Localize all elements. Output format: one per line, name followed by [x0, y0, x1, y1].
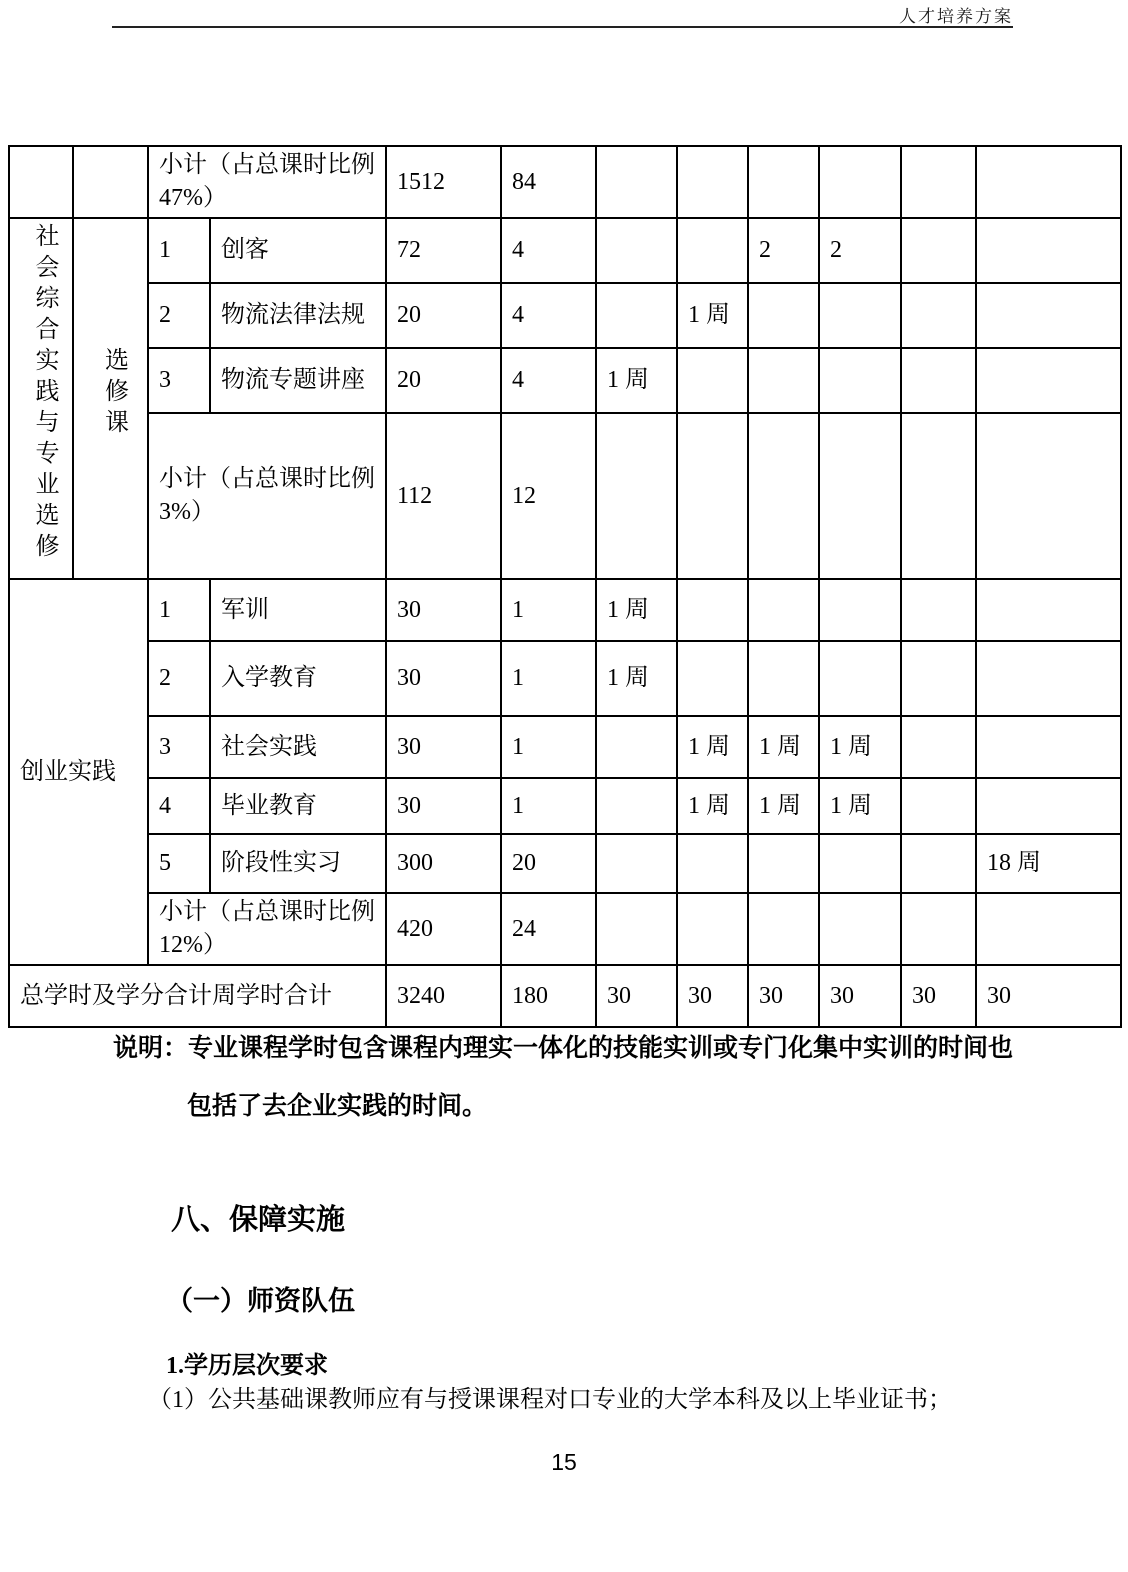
sem-cell	[976, 778, 1121, 834]
table-row	[9, 283, 1121, 348]
sem-cell	[748, 641, 819, 716]
sem-cell: 30	[901, 965, 976, 1027]
sem-cell	[976, 283, 1121, 348]
sem-cell	[677, 146, 748, 218]
sem-cell	[819, 834, 901, 893]
sem-cell	[901, 218, 976, 283]
subsection-heading: （一）师资队伍	[166, 1286, 355, 1316]
course-hours: 30	[386, 778, 501, 834]
sem-cell	[901, 778, 976, 834]
subtotal-credits: 12	[501, 413, 596, 579]
course-name: 物流专题讲座	[210, 348, 386, 413]
course-name: 入学教育	[210, 641, 386, 716]
category-label: 社会综合实践与专业选修	[31, 223, 57, 564]
sem-cell	[748, 579, 819, 641]
sem-cell	[901, 834, 976, 893]
sem-cell	[819, 893, 901, 965]
sem-cell	[819, 283, 901, 348]
course-no: 3	[148, 716, 210, 778]
sem-cell	[748, 893, 819, 965]
course-hours: 30	[386, 641, 501, 716]
subsubsection-heading: 1.学历层次要求	[166, 1353, 328, 1379]
course-no: 2	[148, 641, 210, 716]
course-credits: 1	[501, 716, 596, 778]
course-no: 1	[148, 218, 210, 283]
table-row	[9, 834, 1121, 893]
sem-cell	[901, 716, 976, 778]
sem-cell	[901, 348, 976, 413]
course-hours: 20	[386, 348, 501, 413]
course-credits: 4	[501, 218, 596, 283]
sem-cell	[677, 893, 748, 965]
course-credits: 1	[501, 641, 596, 716]
sem-cell: 1 周	[596, 579, 677, 641]
subtotal-label: 小计（占总课时比例 3%）	[148, 413, 386, 579]
header-rule	[112, 26, 1013, 28]
empty-cell	[73, 146, 148, 218]
sem-cell	[596, 893, 677, 965]
sem-cell: 2	[819, 218, 901, 283]
sem-cell: 30	[976, 965, 1121, 1027]
subtotal-label: 小计（占总课时比例 47%）	[148, 146, 386, 218]
sem-cell	[976, 716, 1121, 778]
sem-cell	[901, 283, 976, 348]
header-title: 人才培养方案	[899, 7, 1013, 26]
sem-cell	[901, 413, 976, 579]
subtotal-hours: 420	[386, 893, 501, 965]
sem-cell	[677, 413, 748, 579]
course-no: 5	[148, 834, 210, 893]
sem-cell: 1 周	[596, 641, 677, 716]
course-name: 毕业教育	[210, 778, 386, 834]
note-line-1: 说明：专业课程学时包含课程内理实一体化的技能实训或专门化集中实训的时间也	[113, 1034, 1014, 1062]
subcategory-label: 选修课	[100, 347, 127, 440]
course-name: 阶段性实习	[210, 834, 386, 893]
sem-cell	[976, 146, 1121, 218]
sem-cell	[596, 834, 677, 893]
sem-cell	[748, 283, 819, 348]
subtotal-hours: 112	[386, 413, 501, 579]
table-row	[9, 413, 1121, 579]
table-row	[9, 579, 1121, 641]
table-row	[9, 641, 1121, 716]
sem-cell: 2	[748, 218, 819, 283]
sem-cell: 1 周	[677, 283, 748, 348]
sem-cell	[819, 348, 901, 413]
course-hours: 30	[386, 716, 501, 778]
sem-cell: 30	[677, 965, 748, 1027]
course-credits: 1	[501, 778, 596, 834]
sem-cell	[901, 146, 976, 218]
sem-cell	[819, 413, 901, 579]
sem-cell	[976, 641, 1121, 716]
total-hours: 3240	[386, 965, 501, 1027]
sem-cell: 30	[748, 965, 819, 1027]
course-credits: 4	[501, 283, 596, 348]
sem-cell: 1 周	[677, 778, 748, 834]
course-no: 4	[148, 778, 210, 834]
course-name: 社会实践	[210, 716, 386, 778]
sem-cell	[596, 716, 677, 778]
course-no: 2	[148, 283, 210, 348]
course-hours: 300	[386, 834, 501, 893]
course-credits: 4	[501, 348, 596, 413]
category-cell	[9, 218, 73, 579]
empty-cell	[9, 146, 73, 218]
subcategory-cell	[73, 218, 148, 579]
curriculum-table	[8, 145, 1122, 1028]
sem-cell	[748, 146, 819, 218]
sem-cell: 1 周	[677, 716, 748, 778]
category-cell: 创业实践	[9, 579, 148, 965]
course-name: 创客	[210, 218, 386, 283]
table-row	[9, 218, 1121, 283]
course-credits: 20	[501, 834, 596, 893]
sem-cell: 1 周	[819, 778, 901, 834]
sem-cell	[677, 834, 748, 893]
total-label: 总学时及学分合计周学时合计	[9, 965, 386, 1027]
sem-cell	[819, 146, 901, 218]
sem-cell	[976, 893, 1121, 965]
sem-cell	[976, 413, 1121, 579]
sem-cell	[901, 641, 976, 716]
sem-cell	[677, 641, 748, 716]
table-row	[9, 778, 1121, 834]
sem-cell	[976, 348, 1121, 413]
sem-cell	[677, 218, 748, 283]
course-name: 军训	[210, 579, 386, 641]
sem-cell: 18 周	[976, 834, 1121, 893]
table-row	[9, 348, 1121, 413]
sem-cell	[748, 413, 819, 579]
table-row	[9, 893, 1121, 965]
course-name: 物流法律法规	[210, 283, 386, 348]
course-hours: 30	[386, 579, 501, 641]
sem-cell	[748, 834, 819, 893]
sem-cell	[748, 348, 819, 413]
course-hours: 20	[386, 283, 501, 348]
table-row	[9, 146, 1121, 218]
note-line-2: 包括了去企业实践的时间。	[187, 1092, 488, 1120]
sem-cell: 1 周	[748, 778, 819, 834]
subtotal-credits: 24	[501, 893, 596, 965]
sem-cell	[677, 348, 748, 413]
sem-cell	[596, 413, 677, 579]
sem-cell	[596, 283, 677, 348]
page-number: 15	[551, 1449, 577, 1475]
sem-cell: 1 周	[596, 348, 677, 413]
sem-cell: 30	[596, 965, 677, 1027]
sem-cell	[976, 218, 1121, 283]
section-heading: 八、保障实施	[171, 1204, 346, 1236]
sem-cell	[976, 579, 1121, 641]
sem-cell	[901, 579, 976, 641]
course-hours: 72	[386, 218, 501, 283]
sem-cell: 30	[819, 965, 901, 1027]
subtotal-credits: 84	[501, 146, 596, 218]
sem-cell	[596, 146, 677, 218]
sem-cell: 1 周	[819, 716, 901, 778]
sem-cell	[819, 579, 901, 641]
subtotal-hours: 1512	[386, 146, 501, 218]
sem-cell	[901, 893, 976, 965]
table-row	[9, 716, 1121, 778]
total-credits: 180	[501, 965, 596, 1027]
sem-cell: 1 周	[748, 716, 819, 778]
sem-cell	[596, 218, 677, 283]
body-text: （1）公共基础课教师应有与授课课程对口专业的大学本科及以上毕业证书；	[148, 1387, 952, 1413]
course-no: 1	[148, 579, 210, 641]
sem-cell	[596, 778, 677, 834]
course-no: 3	[148, 348, 210, 413]
sem-cell	[819, 641, 901, 716]
course-credits: 1	[501, 579, 596, 641]
subtotal-label: 小计（占总课时比例 12%）	[148, 893, 386, 965]
table-row	[9, 965, 1121, 1027]
sem-cell	[677, 579, 748, 641]
